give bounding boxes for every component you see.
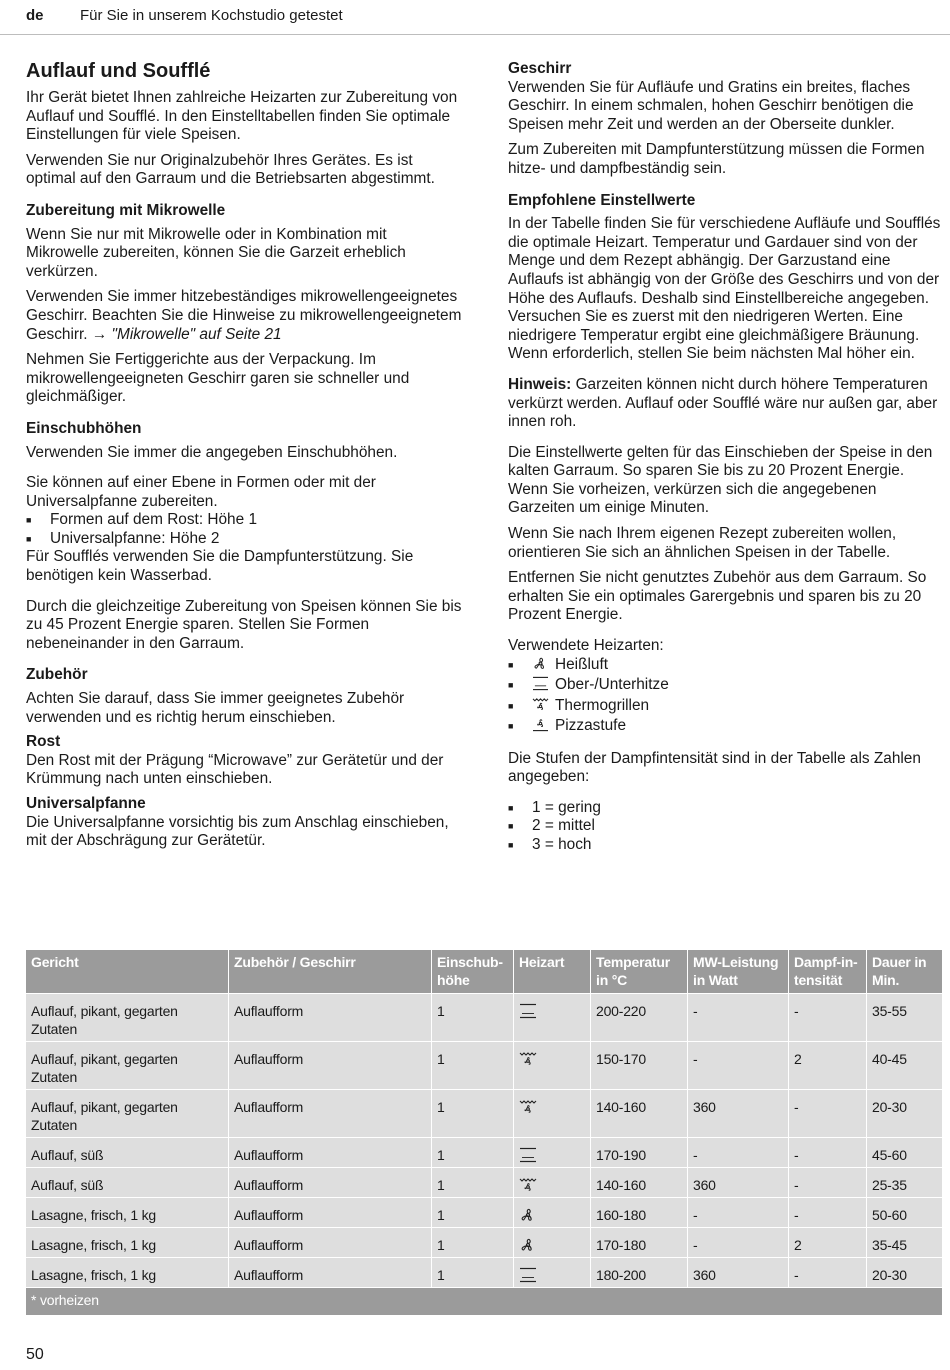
cross-reference-arrow-icon: → (91, 325, 108, 343)
table-header-row (26, 950, 942, 993)
rack-levels-paragraph-3: Für Soufflés verwenden Sie die Dampfunterstützung. Sie benötigen kein Wasserbad. (26, 548, 414, 585)
temperature-cell: 140-160 (591, 1167, 688, 1197)
rack-levels-paragraph-4: Durch die gleichzeitige Zubereitung von Speisen können Sie bis zu 45 Prozent Energie sparen. Stellen Sie Formen nebeneinander in den Garraum. (26, 597, 462, 652)
header-title: Für Sie in unserem Kochstudio getestet (80, 7, 343, 24)
steam-intensity-list (508, 799, 942, 855)
heating-mode-label: Ober-/Unterhitze (555, 676, 669, 694)
note-text: Garzeiten können nicht durch höhere Temperaturen verkürzt werden. Auflauf oder Soufflé wäre nur außen gar, aber innen roh. (508, 375, 938, 431)
column-header: Temperatur in °C (591, 950, 688, 993)
duration-cell: 35-55 (867, 993, 942, 1041)
table-row (26, 1197, 942, 1227)
dish-cell: Lasagne, frisch, 1 kg (26, 1257, 229, 1287)
accessory-cell: Auflaufform (229, 1137, 432, 1167)
top-bottom-heat-icon (532, 676, 549, 691)
universal-pan-heading: Universalpfanne (26, 795, 146, 812)
dish-cell: Auflauf, süß (26, 1167, 229, 1197)
column-header: MW-Leistung in Watt (688, 950, 789, 993)
heating-mode-cell (514, 993, 591, 1041)
temperature-cell: 170-190 (591, 1137, 688, 1167)
rack-levels-heading: Einschubhöhen (26, 419, 142, 437)
steam-intensity-cell: - (789, 993, 867, 1041)
dish-cell: Auflauf, pikant, gegarten Zutaten (26, 1041, 229, 1089)
duration-cell: 45-60 (867, 1137, 942, 1167)
wire-rack-paragraph: Den Rost mit der Prägung “Microwave” zur Gerätetür und der Krümmung nach unten einschieben. (26, 751, 444, 788)
steam-intensity-cell: - (789, 1257, 867, 1287)
microwave-paragraph-1: Wenn Sie nur mit Mikrowelle oder in Kombination mit Mikrowelle zubereiten, können Sie die Garzeit erheblich verkürzen. (26, 225, 406, 280)
cookware-heading: Geschirr (508, 60, 572, 77)
rack-level-cell: 1 (432, 1167, 514, 1197)
temperature-cell: 150-170 (591, 1041, 688, 1089)
microwave-power-cell: 360 (688, 1257, 789, 1287)
table-row (26, 1041, 942, 1089)
table-row (26, 1089, 942, 1137)
steam-intensity-cell: 2 (789, 1041, 867, 1089)
column-header: Gericht (26, 950, 229, 993)
rack-level-cell: 1 (432, 1089, 514, 1137)
cookware-paragraph-2: Zum Zubereiten mit Dampfunterstützung müssen die Formen hitze- und dampfbeständig sein. (508, 141, 925, 177)
duration-cell: 25-35 (867, 1167, 942, 1197)
microwave-power-cell: - (688, 1137, 789, 1167)
list-item (508, 676, 942, 697)
note-paragraph (508, 376, 942, 432)
rack-level-cell: 1 (432, 1257, 514, 1287)
hot-air-icon (532, 656, 549, 671)
universal-pan-paragraph: Die Universalpfanne vorsichtig bis zum Anschlag einschieben, mit der Abschrägung zur Gerätetür. (26, 813, 449, 850)
table-row (26, 1227, 942, 1257)
temperature-cell: 170-180 (591, 1227, 688, 1257)
microwave-power-cell: 360 (688, 1089, 789, 1137)
temperature-cell: 200-220 (591, 993, 688, 1041)
steam-intensity-cell: 2 (789, 1227, 867, 1257)
microwave-power-cell: - (688, 1041, 789, 1089)
pizza-setting-icon (532, 717, 549, 732)
heating-mode-cell (514, 1197, 591, 1227)
heating-mode-label: Thermogrillen (555, 696, 650, 714)
table-footnote: * vorheizen (26, 1287, 942, 1315)
microwave-paragraph-2-text: Verwenden Sie immer hitzebeständiges mikrowellengeeignetes Geschirr. Beachten Sie die Hinweise zu mikrowellengeeignetem Geschirr. (26, 288, 462, 343)
thermogrill-icon (519, 1099, 537, 1115)
heating-modes-intro: Verwendete Heizarten: (508, 637, 664, 655)
duration-cell: 40-45 (867, 1041, 942, 1089)
accessory-cell: Auflaufform (229, 1167, 432, 1197)
column-header: Einschub- höhe (432, 950, 514, 993)
heating-modes-list (508, 656, 942, 738)
intro-paragraph-2: Verwenden Sie nur Originalzubehör Ihres Gerätes. Es ist optimal auf den Garraum und die Betriebsarten abgestimmt. (26, 151, 435, 188)
duration-cell: 20-30 (867, 1089, 942, 1137)
table-row (26, 1167, 942, 1197)
column-header: Zubehör / Geschirr (229, 950, 432, 993)
steam-intensity-intro: Die Stufen der Dampfintensität sind in der Tabelle als Zahlen angegeben: (508, 749, 921, 786)
rack-level-cell: 1 (432, 1137, 514, 1167)
list-item: ■ 3 = hoch (508, 836, 942, 855)
heating-mode-cell (514, 1137, 591, 1167)
intro-paragraph-1: Ihr Gerät bietet Ihnen zahlreiche Heizarten zur Zubereitung von Auflauf und Soufflé. In den Einstelltabellen finden Sie optimale Einstellungen für viele Speisen. (26, 89, 458, 144)
column-header: Heizart (514, 950, 591, 993)
accessory-cell: Auflaufform (229, 1197, 432, 1227)
rack-level-cell: 1 (432, 993, 514, 1041)
rack-levels-paragraph-2: Sie können auf einer Ebene in Formen oder mit der Universalpfanne zubereiten. (26, 474, 376, 510)
dish-cell: Auflauf, pikant, gegarten Zutaten (26, 993, 229, 1041)
recommended-settings-paragraph-2: Die Einstellwerte gelten für das Einschieben der Speise in den kalten Garraum. So sparen Sie bis zu 20 Prozent Energie. Wenn Sie vorheizen, verkürzen sich die angegebenen Garzeiten um einige Minuten. (508, 443, 933, 517)
top-bottom-heat-icon (519, 1003, 537, 1019)
hot-air-icon (519, 1237, 537, 1253)
dish-cell: Auflauf, süß (26, 1137, 229, 1167)
heating-mode-cell (514, 1041, 591, 1089)
table-row (26, 1257, 942, 1287)
thermogrill-icon (519, 1177, 537, 1193)
list-item (508, 717, 942, 738)
microwave-power-cell: - (688, 1227, 789, 1257)
list-item (508, 697, 942, 718)
rack-level-cell: 1 (432, 1041, 514, 1089)
table-footnote-row (26, 1287, 942, 1315)
column-header: Dampf-in- tensität (789, 950, 867, 993)
accessory-cell: Auflaufform (229, 1041, 432, 1089)
accessory-cell: Auflaufform (229, 1227, 432, 1257)
recommended-settings-paragraph-4: Entfernen Sie nicht genutztes Zubehör aus dem Garraum. So erhalten Sie ein optimales Garergebnis und sparen bis zu 20 Prozent Energie. (508, 569, 927, 624)
accessory-cell: Auflaufform (229, 993, 432, 1041)
list-item: ■ 2 = mittel (508, 817, 942, 836)
heating-mode-cell (514, 1257, 591, 1287)
wire-rack-heading: Rost (26, 733, 61, 751)
thermogrill-icon (519, 1051, 537, 1067)
table-body (26, 993, 942, 1287)
recommended-settings-paragraph-1: In der Tabelle finden Sie für verschiedene Aufläufe und Soufflés die optimale Heizart. Temperatur und Gardauer sind von der Menge und dem Rezept abhängig. Der Garzustand eine Auflaufs ist abhängig von der Größe des Geschirrs und von der Höhe des Auflaufs. Deshalb sind Einstellbereiche angegeben. Versuchen Sie es zuerst mit den niedrigeren Werten. Eine niedrigere Temperatur ergibt eine gleichmäßigere Bräunung. Wenn erforderlich, stellen Sie beim nächsten Mal höher ein. (508, 215, 941, 363)
duration-cell: 20-30 (867, 1257, 942, 1287)
top-bottom-heat-icon (519, 1267, 537, 1283)
temperature-cell: 140-160 (591, 1089, 688, 1137)
rack-levels-paragraph-1: Verwenden Sie immer die angegeben Einschubhöhen. (26, 443, 398, 461)
microwave-paragraph-2 (26, 288, 462, 344)
heating-mode-label: Heißluft (555, 655, 609, 673)
thermogrill-icon (532, 697, 549, 712)
accessories-paragraph: Achten Sie darauf, dass Sie immer geeignetes Zubehör verwenden und es richtig herum einschieben. (26, 690, 405, 726)
list-item (508, 656, 942, 677)
hot-air-icon (519, 1207, 537, 1223)
cookware-paragraph-1: Verwenden Sie für Aufläufe und Gratins ein breites, flaches Geschirr. In einem schmalen, hohen Geschirr benötigen die Speisen mehr Zeit und werden an der Oberseite dunkler. (508, 78, 914, 133)
microwave-power-cell: - (688, 1197, 789, 1227)
steam-intensity-cell: - (789, 1089, 867, 1137)
microwave-power-cell: 360 (688, 1167, 789, 1197)
column-header: Dauer in Min. (867, 950, 942, 993)
dish-cell: Lasagne, frisch, 1 kg (26, 1197, 229, 1227)
note-label: Hinweis: (508, 375, 572, 393)
steam-intensity-cell: - (789, 1137, 867, 1167)
dish-cell: Lasagne, frisch, 1 kg (26, 1227, 229, 1257)
heating-mode-cell (514, 1227, 591, 1257)
microwave-heading: Zubereitung mit Mikrowelle (26, 201, 226, 219)
table-row (26, 993, 942, 1041)
recommended-settings-heading: Empfohlene Einstellwerte (508, 191, 696, 209)
top-bottom-heat-icon (519, 1147, 537, 1163)
list-item: ■ Universalpfanne: Höhe 2 (26, 530, 462, 549)
temperature-cell: 180-200 (591, 1257, 688, 1287)
table-row (26, 1137, 942, 1167)
temperature-cell: 160-180 (591, 1197, 688, 1227)
heating-mode-cell (514, 1089, 591, 1137)
heating-mode-cell (514, 1167, 591, 1197)
rack-levels-list (26, 511, 462, 548)
microwave-power-cell: - (688, 993, 789, 1041)
list-item: ■ 1 = gering (508, 799, 942, 818)
rack-level-cell: 1 (432, 1197, 514, 1227)
section-title: Auflauf und Soufflé (26, 60, 211, 82)
header-divider (0, 34, 950, 35)
settings-table (26, 950, 942, 1315)
accessory-cell: Auflaufform (229, 1257, 432, 1287)
dish-cell: Auflauf, pikant, gegarten Zutaten (26, 1089, 229, 1137)
accessory-cell: Auflaufform (229, 1089, 432, 1137)
microwave-paragraph-3: Nehmen Sie Fertiggerichte aus der Verpackung. Im mikrowellengeeigneten Geschirr garen sie schneller und gleichmäßiger. (26, 351, 410, 406)
rack-level-cell: 1 (432, 1227, 514, 1257)
recommended-settings-paragraph-3: Wenn Sie nach Ihrem eigenen Rezept zubereiten wollen, orientieren Sie sich an ähnlichen Speisen in der Tabelle. (508, 525, 897, 561)
page-number: 50 (26, 1346, 44, 1363)
list-item: ■ Formen auf dem Rost: Höhe 1 (26, 511, 462, 530)
steam-intensity-cell: - (789, 1197, 867, 1227)
left-column (26, 58, 462, 858)
language-code: de (26, 7, 44, 24)
heating-mode-label: Pizzastufe (555, 717, 627, 735)
steam-intensity-cell: - (789, 1167, 867, 1197)
accessories-heading: Zubehör (26, 666, 88, 684)
right-column (508, 60, 942, 855)
duration-cell: 35-45 (867, 1227, 942, 1257)
microwave-cross-reference-link[interactable]: "Mikrowelle" auf Seite 21 (111, 325, 282, 343)
page-header (26, 7, 343, 24)
duration-cell: 50-60 (867, 1197, 942, 1227)
